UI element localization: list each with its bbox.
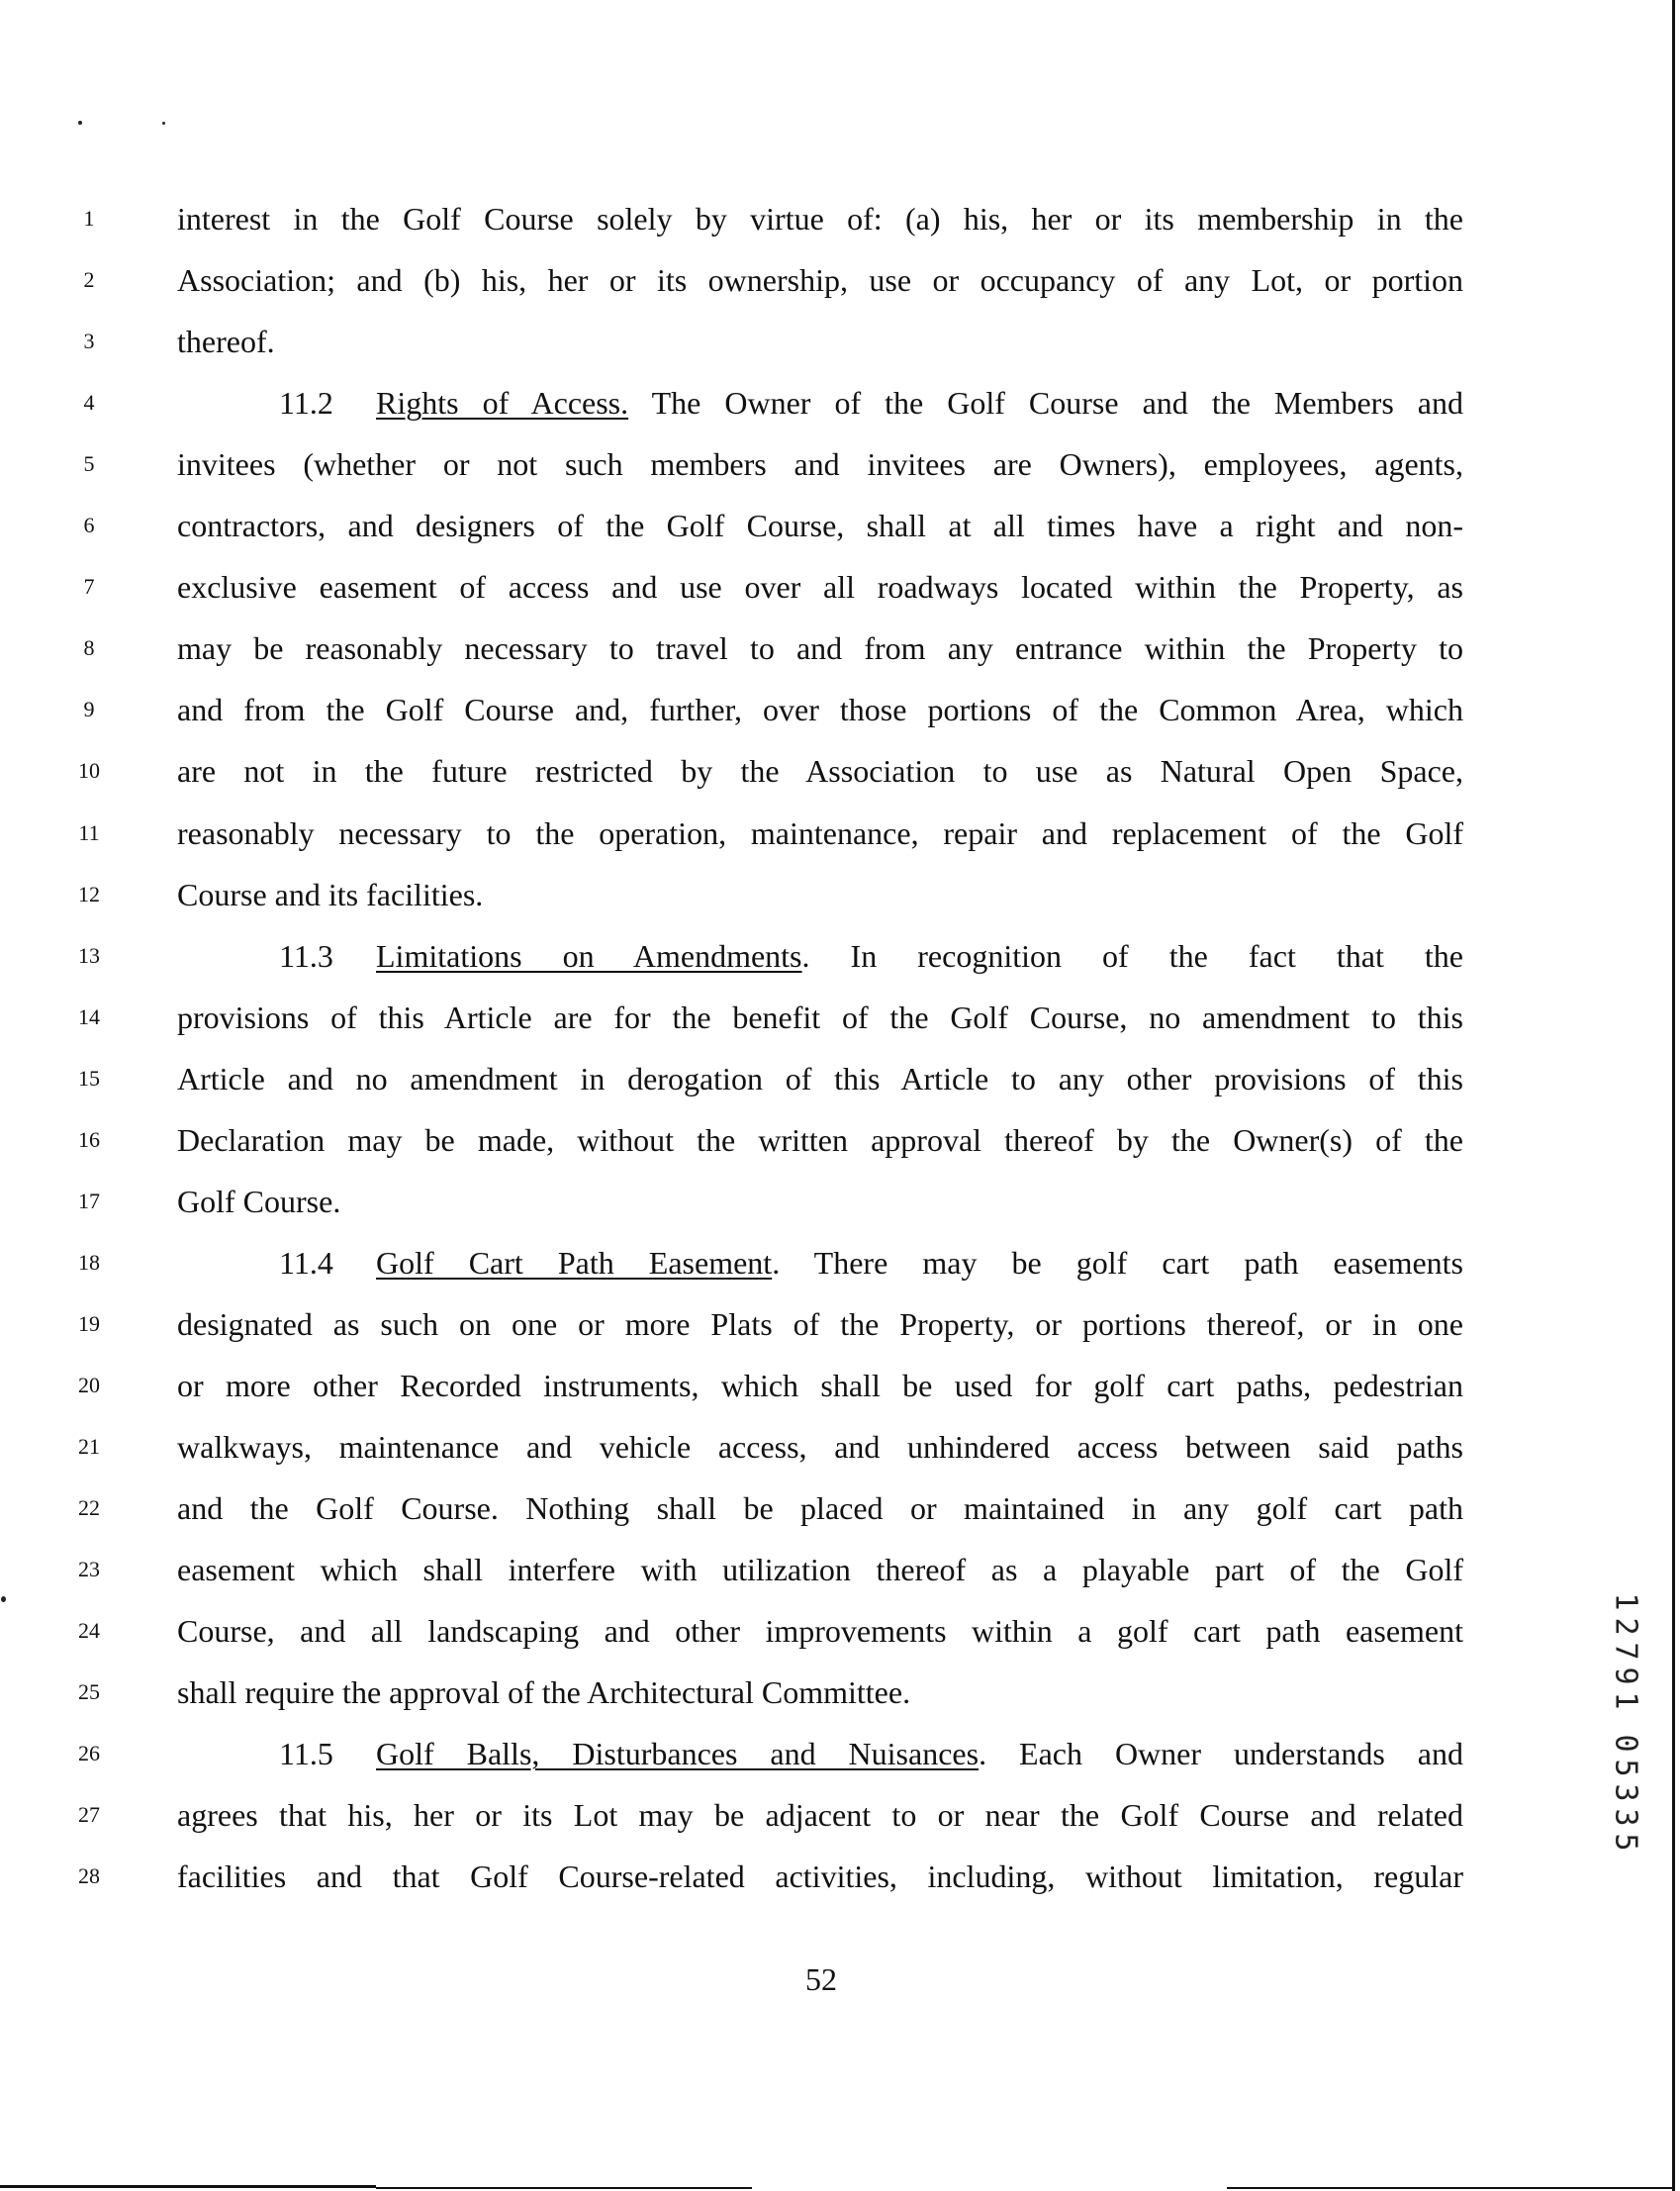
line-number: 21 bbox=[78, 1434, 100, 1459]
line-text: Golf Course. bbox=[177, 1183, 341, 1219]
line-text: and the Golf Course. Nothing shall be placed or maintained in any golf cart path bbox=[177, 1490, 1463, 1527]
line-text: are not in the future restricted by the Association to use as Natural Open Space, bbox=[177, 753, 1463, 790]
line-text: may be reasonably necessary to travel to and from any entrance within the Property to bbox=[177, 630, 1463, 667]
section-number: 11.4 bbox=[279, 1244, 333, 1281]
stamp-digit: 2 bbox=[1608, 1617, 1643, 1636]
line-number: 28 bbox=[78, 1863, 100, 1889]
text-line bbox=[177, 1795, 1463, 1835]
text-line bbox=[177, 1488, 1463, 1528]
line-number: 24 bbox=[78, 1618, 100, 1644]
line-number: 9 bbox=[83, 697, 95, 722]
text-line bbox=[177, 690, 1463, 729]
stamp-digit: 3 bbox=[1608, 1783, 1643, 1802]
line-number: 2 bbox=[83, 267, 95, 293]
line-text: invitees (whether or not such members and invitees are Owners), employees, agents, bbox=[177, 446, 1463, 483]
stamp-number-bottom bbox=[1601, 1731, 1650, 1855]
line-number: 13 bbox=[78, 942, 100, 968]
section-heading: Golf Balls, Disturbances and Nuisances bbox=[376, 1736, 980, 1772]
text-line bbox=[177, 444, 1463, 484]
line-number: 8 bbox=[83, 635, 95, 661]
text-line bbox=[177, 1182, 1463, 1221]
line-text: . In recognition of the fact that the bbox=[801, 937, 1464, 974]
line-text: The Owner of the Golf Course and the Members and bbox=[628, 385, 1464, 422]
text-line bbox=[177, 1734, 1463, 1773]
stamp-digit: 3 bbox=[1608, 1808, 1643, 1827]
line-number: 7 bbox=[83, 574, 95, 600]
line-number: 22 bbox=[78, 1495, 100, 1521]
line-number: 3 bbox=[83, 329, 95, 354]
text-line bbox=[177, 1304, 1463, 1344]
line-text: thereof. bbox=[177, 324, 275, 360]
stamp-digit: 0 bbox=[1608, 1734, 1643, 1753]
line-number: 19 bbox=[78, 1310, 100, 1336]
stamp-digit: 9 bbox=[1608, 1667, 1643, 1685]
stamp-digit: 7 bbox=[1608, 1642, 1643, 1661]
text-line bbox=[177, 1672, 1463, 1712]
text-line bbox=[177, 998, 1463, 1037]
stamp-digit: 1 bbox=[1608, 1592, 1643, 1611]
line-number: 23 bbox=[78, 1557, 100, 1582]
line-number: 15 bbox=[78, 1065, 100, 1091]
line-text: interest in the Golf Course solely by virtue of: (a) his, her or its membership in the bbox=[177, 201, 1463, 237]
text-line bbox=[177, 506, 1463, 545]
page-edge-bottom bbox=[376, 2187, 752, 2189]
text-line bbox=[177, 1243, 1463, 1283]
line-text: Article and no amendment in derogation of this Article to any other provisions of this bbox=[177, 1060, 1463, 1096]
stamp-digit: 5 bbox=[1608, 1833, 1643, 1852]
line-number: 11 bbox=[78, 819, 100, 845]
line-number: 18 bbox=[78, 1249, 100, 1275]
text-line bbox=[177, 322, 1463, 361]
line-text: easement which shall interfere with utilization thereof as a playable part of the Golf bbox=[177, 1552, 1463, 1588]
line-text: Association; and (b) his, her or its ownership, use or occupancy of any Lot, or portion bbox=[177, 262, 1463, 299]
line-number: 20 bbox=[78, 1372, 100, 1397]
line-number: 6 bbox=[83, 513, 95, 538]
text-line bbox=[177, 1611, 1463, 1651]
line-text: Course, and all landscaping and other improvements within a golf cart path easement bbox=[177, 1613, 1463, 1650]
text-line bbox=[177, 1857, 1463, 1896]
line-text: contractors, and designers of the Golf Course, shall at all times have a right and non- bbox=[177, 508, 1463, 544]
line-text: reasonably necessary to the operation, maintenance, repair and replacement of the Golf bbox=[177, 814, 1463, 851]
stamp-digit: 5 bbox=[1608, 1759, 1643, 1777]
text-line bbox=[177, 1427, 1463, 1467]
text-line bbox=[177, 260, 1463, 300]
line-text: . There may be golf cart path easements bbox=[772, 1244, 1464, 1281]
page-edge bbox=[1672, 0, 1675, 2191]
text-line bbox=[177, 1366, 1463, 1405]
line-text: exclusive easement of access and use over all roadways located within the Property, as bbox=[177, 569, 1463, 606]
text-line bbox=[177, 383, 1463, 423]
text-line bbox=[177, 751, 1463, 791]
section-heading: Limitations on Amendments bbox=[376, 937, 802, 974]
line-number: 17 bbox=[78, 1188, 100, 1213]
page-number: 52 bbox=[805, 1961, 837, 1997]
section-heading: Golf Cart Path Easement bbox=[376, 1244, 773, 1281]
line-text: or more other Recorded instruments, which shall be used for golf cart paths, pedestrian bbox=[177, 1367, 1463, 1403]
text-line bbox=[177, 813, 1463, 853]
section-number: 11.5 bbox=[279, 1736, 333, 1772]
scan-mark bbox=[78, 121, 82, 125]
section-number: 11.2 bbox=[279, 385, 333, 422]
line-number: 25 bbox=[78, 1679, 100, 1705]
text-line bbox=[177, 875, 1463, 914]
text-line bbox=[177, 1120, 1463, 1160]
page-edge-bottom bbox=[0, 2185, 376, 2188]
line-text: . Each Owner understands and bbox=[979, 1736, 1463, 1772]
line-text: designated as such on one or more Plats of the Property, or portions thereof, or in one bbox=[177, 1305, 1463, 1342]
text-line bbox=[177, 936, 1463, 976]
line-number: 14 bbox=[78, 1003, 100, 1029]
line-text: walkways, maintenance and vehicle access, and unhindered access between said paths bbox=[177, 1429, 1463, 1465]
line-text: Declaration may be made, without the written approval thereof by the Owner(s) of the bbox=[177, 1121, 1463, 1158]
line-text: and from the Golf Course and, further, over those portions of the Common Area, which bbox=[177, 692, 1463, 728]
line-number: 5 bbox=[83, 451, 95, 477]
text-line bbox=[177, 628, 1463, 668]
line-number: 26 bbox=[78, 1741, 100, 1766]
line-number: 12 bbox=[78, 881, 100, 906]
line-number: 4 bbox=[83, 390, 95, 416]
text-line bbox=[177, 567, 1463, 607]
text-line bbox=[177, 1550, 1463, 1589]
scan-mark bbox=[1, 1596, 6, 1602]
section-number: 11.3 bbox=[279, 937, 333, 974]
line-number: 27 bbox=[78, 1802, 100, 1828]
line-text: agrees that his, her or its Lot may be adjacent to or near the Golf Course and related bbox=[177, 1797, 1463, 1834]
text-line bbox=[177, 1059, 1463, 1098]
scan-mark bbox=[162, 122, 165, 125]
line-text: facilities and that Golf Course-related activities, including, without limitation, regular bbox=[177, 1858, 1463, 1895]
line-number: 16 bbox=[78, 1126, 100, 1152]
stamp-number-top bbox=[1601, 1589, 1650, 1713]
section-heading: Rights of Access. bbox=[376, 385, 629, 422]
text-line bbox=[177, 199, 1463, 238]
line-number: 1 bbox=[83, 206, 95, 231]
line-text: shall require the approval of the Architectural Committee. bbox=[177, 1674, 911, 1711]
stamp-digit: 1 bbox=[1608, 1691, 1643, 1710]
line-text: provisions of this Article are for the benefit of the Golf Course, no amendment to this bbox=[177, 999, 1463, 1035]
line-number: 10 bbox=[78, 758, 100, 784]
line-text: Course and its facilities. bbox=[177, 876, 484, 912]
page-edge-bottom bbox=[1227, 2187, 1672, 2189]
recording-stamp bbox=[1601, 1589, 1650, 1855]
